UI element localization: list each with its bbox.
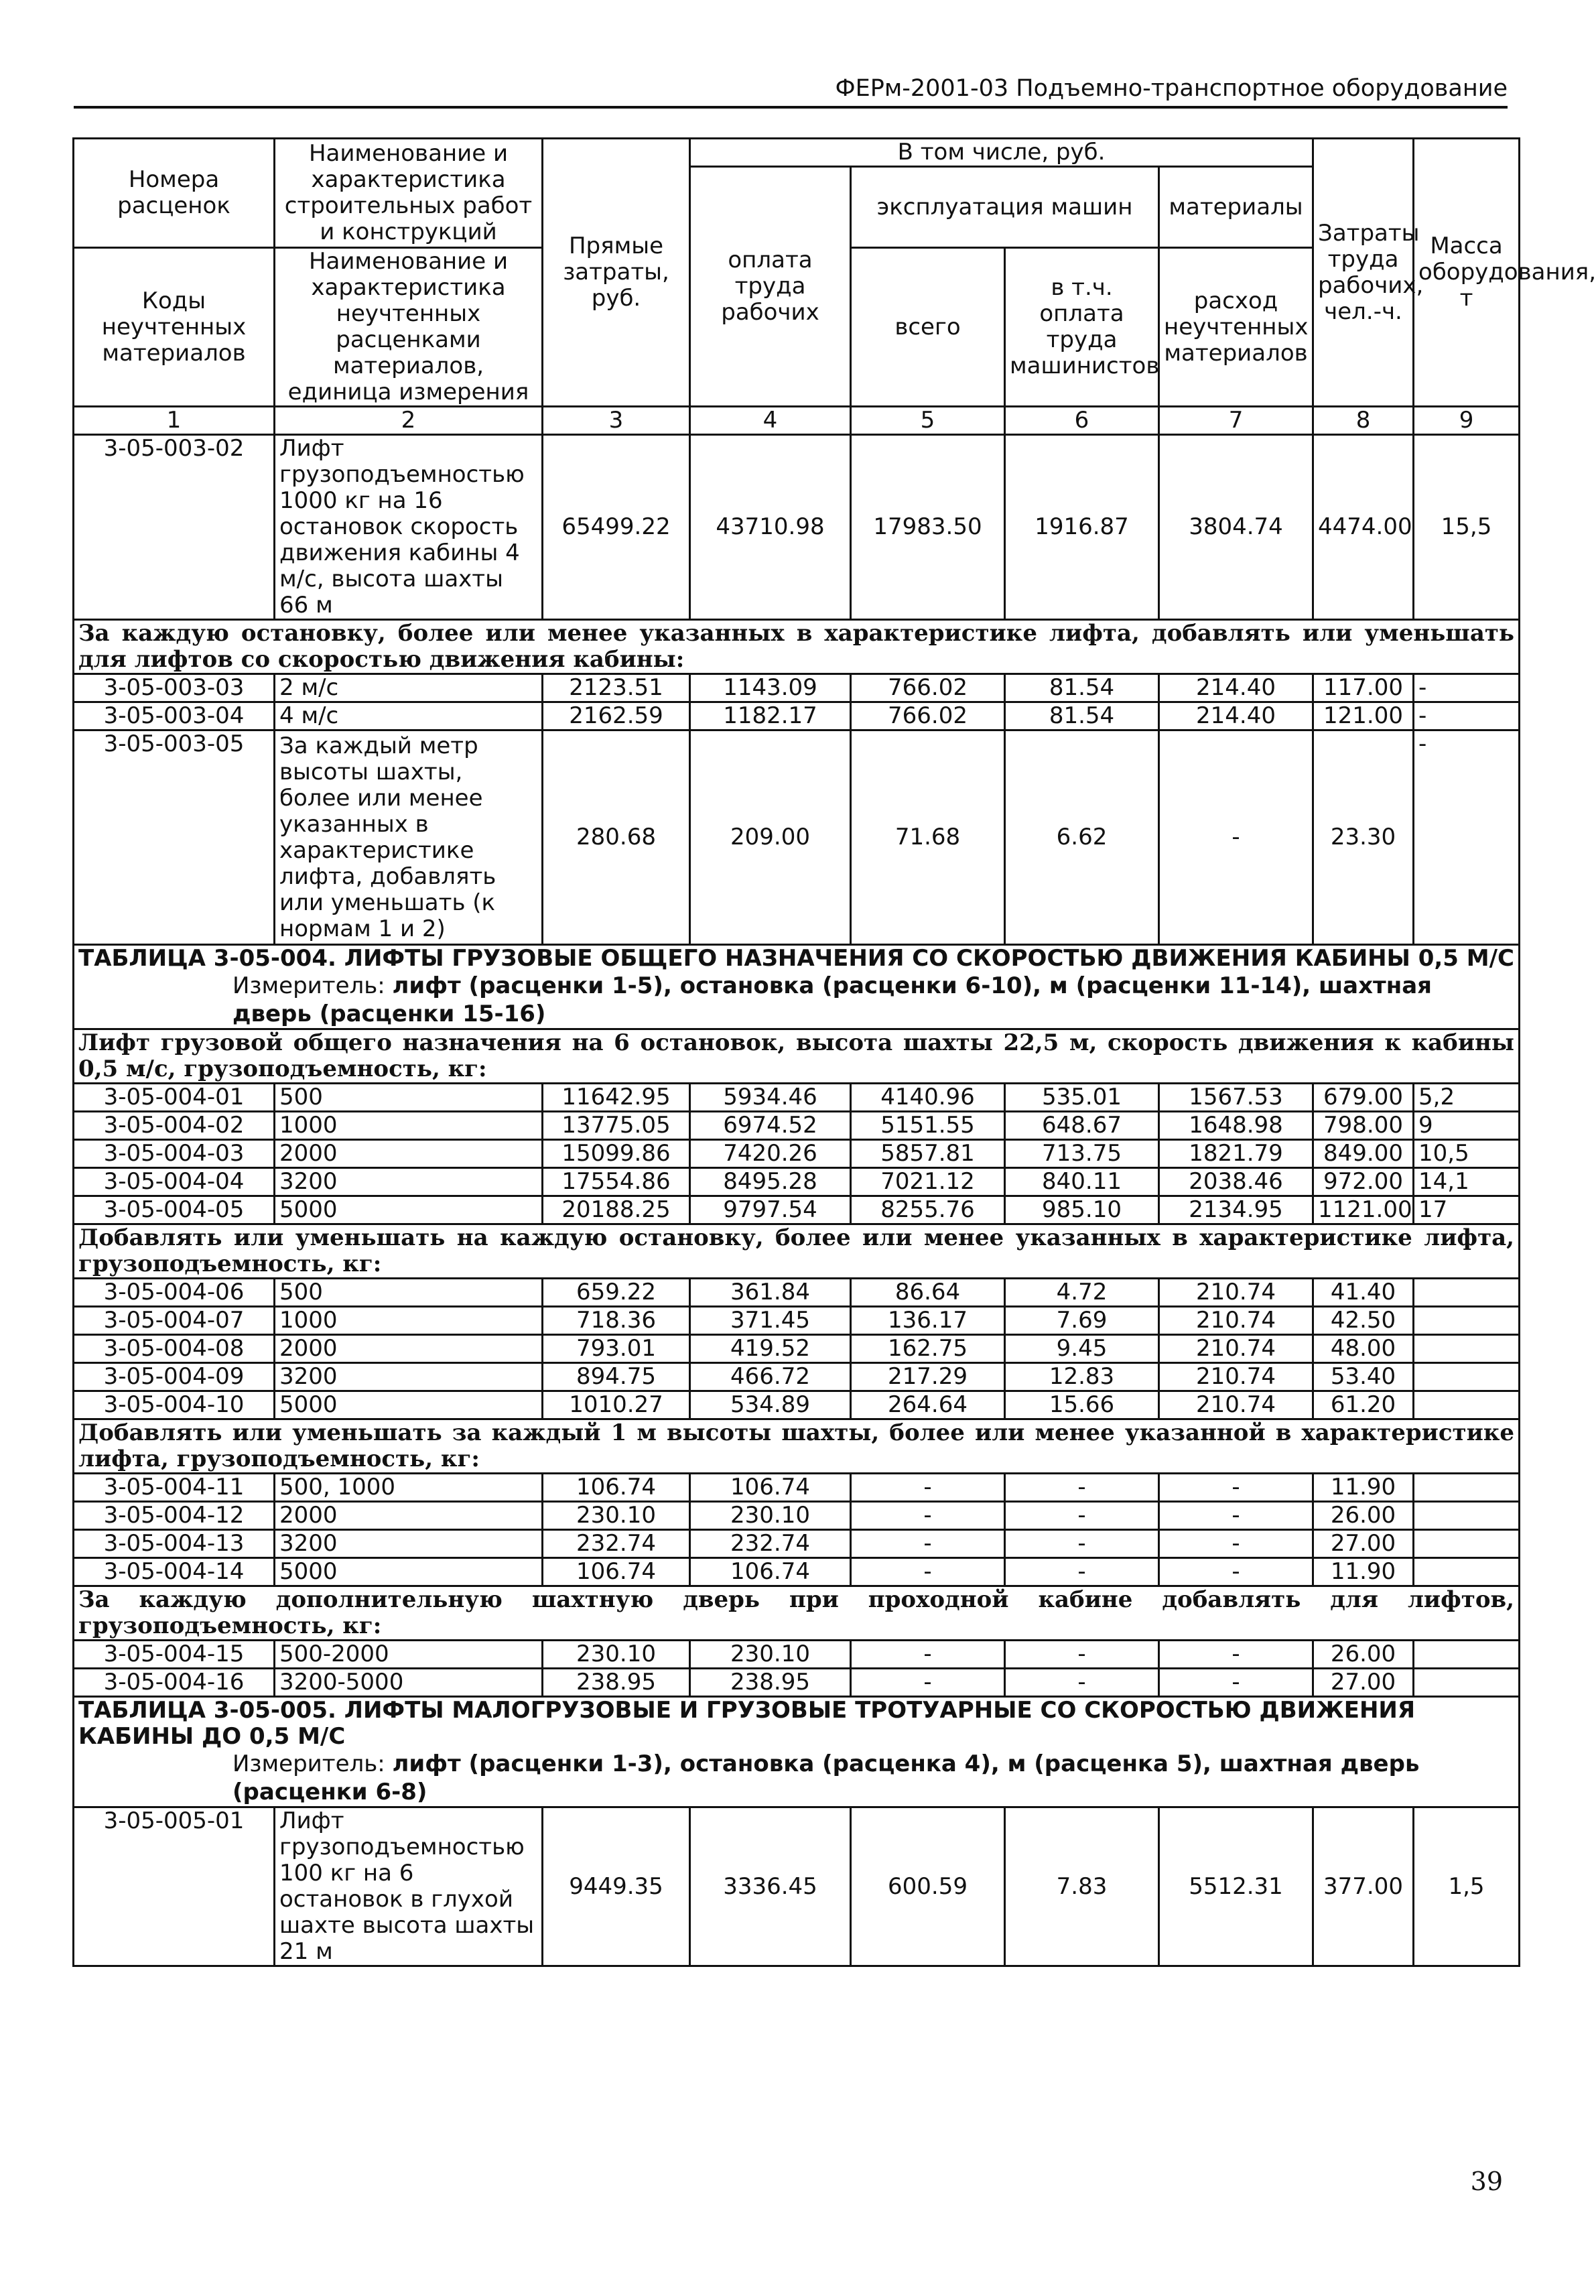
direct-costs: 65499.22 bbox=[543, 435, 690, 620]
materials: 210.74 bbox=[1159, 1279, 1313, 1307]
machinist-pay: 4.72 bbox=[1005, 1279, 1159, 1307]
mass bbox=[1414, 1335, 1520, 1363]
mass bbox=[1414, 1307, 1520, 1335]
col-header-labor-hours: Затраты труда рабочих, чел.-ч. bbox=[1313, 139, 1414, 407]
rate-name: 500-2000 bbox=[275, 1641, 543, 1669]
mass bbox=[1414, 1641, 1520, 1669]
mass: 14,1 bbox=[1414, 1168, 1520, 1196]
labor-pay: 106.74 bbox=[690, 1558, 851, 1586]
machinist-pay: - bbox=[1005, 1530, 1159, 1558]
rate-code: 3-05-004-04 bbox=[74, 1168, 275, 1196]
table-005-title-block bbox=[74, 1697, 1520, 1807]
table-row bbox=[74, 1641, 1520, 1669]
rate-code: 3-05-004-16 bbox=[74, 1669, 275, 1697]
labor-hours: 1121.00 bbox=[1313, 1196, 1414, 1224]
table-row bbox=[74, 1530, 1520, 1558]
machinist-pay: - bbox=[1005, 1558, 1159, 1586]
col-header-unaccounted: расход неучтенных материалов bbox=[1159, 248, 1313, 407]
materials: 2134.95 bbox=[1159, 1196, 1313, 1224]
col-header-total: всего bbox=[851, 248, 1005, 407]
col-header-mass: Масса оборудования, т bbox=[1414, 139, 1520, 407]
materials: 210.74 bbox=[1159, 1363, 1313, 1391]
rate-name: 2000 bbox=[275, 1335, 543, 1363]
rate-name: 500 bbox=[275, 1279, 543, 1307]
section-heading: Лифт грузовой общего назначения на 6 остановок, высота шахты 22,5 м, скорость движения к кабины 0,5 м/с, грузоподъемность, кг: bbox=[74, 1029, 1520, 1084]
machines-total: - bbox=[851, 1641, 1005, 1669]
materials: - bbox=[1159, 1474, 1313, 1502]
col-number: 5 bbox=[851, 407, 1005, 435]
col-number: 3 bbox=[543, 407, 690, 435]
labor-pay: 43710.98 bbox=[690, 435, 851, 620]
machinist-pay: - bbox=[1005, 1474, 1159, 1502]
labor-hours: 27.00 bbox=[1313, 1530, 1414, 1558]
machines-total: 217.29 bbox=[851, 1363, 1005, 1391]
table-row bbox=[74, 1474, 1520, 1502]
rate-name: Лифт грузоподъемностью 1000 кг на 16 остановок скорость движения кабины 4 м/с, высота шахты 66 м bbox=[275, 435, 543, 620]
materials: - bbox=[1159, 730, 1313, 945]
col-header-work-name: Наименование и характеристика строительных работ и конструкций bbox=[275, 139, 543, 248]
direct-costs: 659.22 bbox=[543, 1279, 690, 1307]
rate-code: 3-05-004-13 bbox=[74, 1530, 275, 1558]
machinist-pay: 713.75 bbox=[1005, 1140, 1159, 1168]
table-row bbox=[74, 435, 1520, 620]
machinist-pay: 1916.87 bbox=[1005, 435, 1159, 620]
mass: 17 bbox=[1414, 1196, 1520, 1224]
machines-total: - bbox=[851, 1530, 1005, 1558]
direct-costs: 230.10 bbox=[543, 1641, 690, 1669]
rate-name: 2 м/с bbox=[275, 674, 543, 702]
labor-pay: 9797.54 bbox=[690, 1196, 851, 1224]
materials: 2038.46 bbox=[1159, 1168, 1313, 1196]
rate-name: За каждый метр высоты шахты, более или менее указанных в характеристике лифта, добавлять или уменьшать (к нормам 1 и 2) bbox=[275, 730, 543, 945]
machines-total: - bbox=[851, 1669, 1005, 1697]
table-row bbox=[74, 730, 1520, 945]
table-row bbox=[74, 1363, 1520, 1391]
table-row bbox=[74, 1168, 1520, 1196]
labor-hours: 117.00 bbox=[1313, 674, 1414, 702]
rate-name: 3200 bbox=[275, 1168, 543, 1196]
rate-code: 3-05-004-15 bbox=[74, 1641, 275, 1669]
rate-code: 3-05-004-10 bbox=[74, 1391, 275, 1419]
rate-code: 3-05-004-03 bbox=[74, 1140, 275, 1168]
rate-code: 3-05-005-01 bbox=[74, 1807, 275, 1966]
machines-total: - bbox=[851, 1474, 1005, 1502]
labor-pay: 466.72 bbox=[690, 1363, 851, 1391]
mass bbox=[1414, 1279, 1520, 1307]
machines-total: 17983.50 bbox=[851, 435, 1005, 620]
labor-pay: 238.95 bbox=[690, 1669, 851, 1697]
materials: 1821.79 bbox=[1159, 1140, 1313, 1168]
rate-name: 1000 bbox=[275, 1112, 543, 1140]
labor-pay: 361.84 bbox=[690, 1279, 851, 1307]
labor-hours: 849.00 bbox=[1313, 1140, 1414, 1168]
direct-costs: 238.95 bbox=[543, 1669, 690, 1697]
rates-table bbox=[72, 137, 1596, 1967]
rate-code: 3-05-004-08 bbox=[74, 1335, 275, 1363]
materials: - bbox=[1159, 1502, 1313, 1530]
table-row bbox=[74, 702, 1520, 730]
mass bbox=[1414, 1502, 1520, 1530]
machinist-pay: 7.69 bbox=[1005, 1307, 1159, 1335]
machines-total: 5857.81 bbox=[851, 1140, 1005, 1168]
machinist-pay: 7.83 bbox=[1005, 1807, 1159, 1966]
direct-costs: 2162.59 bbox=[543, 702, 690, 730]
measure-text: лифт (расценки 1-5), остановка (расценки 6-10), м (расценки 11-14), шахтная дверь (расценки 15-16) bbox=[232, 972, 1433, 1027]
labor-hours: 27.00 bbox=[1313, 1669, 1414, 1697]
table-row bbox=[74, 1084, 1520, 1112]
table-row bbox=[74, 1112, 1520, 1140]
labor-pay: 106.74 bbox=[690, 1474, 851, 1502]
mass: 1,5 bbox=[1414, 1807, 1520, 1966]
rate-code: 3-05-003-02 bbox=[74, 435, 275, 620]
mass bbox=[1414, 1391, 1520, 1419]
rate-code: 3-05-004-02 bbox=[74, 1112, 275, 1140]
machines-total: 600.59 bbox=[851, 1807, 1005, 1966]
materials: 210.74 bbox=[1159, 1307, 1313, 1335]
table-row bbox=[74, 1279, 1520, 1307]
machinist-pay: 81.54 bbox=[1005, 674, 1159, 702]
materials: 1567.53 bbox=[1159, 1084, 1313, 1112]
machinist-pay: 81.54 bbox=[1005, 702, 1159, 730]
section-heading: За каждую остановку, более или менее указанных в характеристике лифта, добавлять или уменьшать для лифтов со скоростью движения кабины: bbox=[74, 620, 1520, 674]
mass: 15,5 bbox=[1414, 435, 1520, 620]
measure-label: Измеритель: bbox=[232, 972, 385, 999]
machines-total: 162.75 bbox=[851, 1335, 1005, 1363]
rate-name: 4 м/с bbox=[275, 702, 543, 730]
labor-hours: 798.00 bbox=[1313, 1112, 1414, 1140]
machines-total: 136.17 bbox=[851, 1307, 1005, 1335]
col-number: 4 bbox=[690, 407, 851, 435]
labor-hours: 121.00 bbox=[1313, 702, 1414, 730]
rate-name: 500 bbox=[275, 1084, 543, 1112]
rate-name: 5000 bbox=[275, 1558, 543, 1586]
machines-total: 766.02 bbox=[851, 674, 1005, 702]
table-row bbox=[74, 1307, 1520, 1335]
mass: - bbox=[1414, 730, 1520, 945]
direct-costs: 13775.05 bbox=[543, 1112, 690, 1140]
direct-costs: 106.74 bbox=[543, 1474, 690, 1502]
table-row bbox=[74, 1335, 1520, 1363]
direct-costs: 280.68 bbox=[543, 730, 690, 945]
machinist-pay: 840.11 bbox=[1005, 1168, 1159, 1196]
col-header-machines: эксплуатация машин bbox=[851, 167, 1159, 248]
machinist-pay: 648.67 bbox=[1005, 1112, 1159, 1140]
labor-pay: 230.10 bbox=[690, 1502, 851, 1530]
labor-hours: 42.50 bbox=[1313, 1307, 1414, 1335]
rate-name: 500, 1000 bbox=[275, 1474, 543, 1502]
col-number: 9 bbox=[1414, 407, 1520, 435]
measure-label: Измеритель: bbox=[232, 1750, 385, 1777]
machines-total: - bbox=[851, 1558, 1005, 1586]
machines-total: 264.64 bbox=[851, 1391, 1005, 1419]
materials: 5512.31 bbox=[1159, 1807, 1313, 1966]
column-numbers-row bbox=[74, 407, 1520, 435]
machines-total: 4140.96 bbox=[851, 1084, 1005, 1112]
rate-code: 3-05-004-06 bbox=[74, 1279, 275, 1307]
table-004-title: ТАБЛИЦА 3-05-004. ЛИФТЫ ГРУЗОВЫЕ ОБЩЕГО НАЗНАЧЕНИЯ СО СКОРОСТЬЮ ДВИЖЕНИЯ КАБИНЫ 0,5 М/С bbox=[78, 945, 1514, 972]
direct-costs: 2123.51 bbox=[543, 674, 690, 702]
page-number: 39 bbox=[1470, 2167, 1503, 2196]
direct-costs: 106.74 bbox=[543, 1558, 690, 1586]
labor-hours: 377.00 bbox=[1313, 1807, 1414, 1966]
mass bbox=[1414, 1363, 1520, 1391]
table-row bbox=[74, 1502, 1520, 1530]
rate-code: 3-05-004-09 bbox=[74, 1363, 275, 1391]
table-row bbox=[74, 1807, 1520, 1966]
table-row bbox=[74, 674, 1520, 702]
machines-total: 7021.12 bbox=[851, 1168, 1005, 1196]
materials: - bbox=[1159, 1669, 1313, 1697]
mass bbox=[1414, 1669, 1520, 1697]
measure-text: лифт (расценки 1-3), остановка (расценка 4), м (расценка 5), шахтная дверь (расценки 6-8) bbox=[232, 1750, 1420, 1805]
labor-pay: 6974.52 bbox=[690, 1112, 851, 1140]
labor-hours: 679.00 bbox=[1313, 1084, 1414, 1112]
rate-code: 3-05-004-11 bbox=[74, 1474, 275, 1502]
table-row bbox=[74, 1391, 1520, 1419]
direct-costs: 15099.86 bbox=[543, 1140, 690, 1168]
direct-costs: 11642.95 bbox=[543, 1084, 690, 1112]
table-004-title-block bbox=[74, 945, 1520, 1029]
rate-name: 3200-5000 bbox=[275, 1669, 543, 1697]
machines-total: 86.64 bbox=[851, 1279, 1005, 1307]
rate-name: 1000 bbox=[275, 1307, 543, 1335]
labor-hours: 41.40 bbox=[1313, 1279, 1414, 1307]
mass bbox=[1414, 1558, 1520, 1586]
labor-pay: 230.10 bbox=[690, 1641, 851, 1669]
running-header: ФЕРм-2001-03 Подъемно-транспортное оборудование bbox=[74, 75, 1508, 109]
table-row bbox=[74, 1669, 1520, 1697]
direct-costs: 9449.35 bbox=[543, 1807, 690, 1966]
materials: 214.40 bbox=[1159, 674, 1313, 702]
labor-hours: 53.40 bbox=[1313, 1363, 1414, 1391]
col-number: 7 bbox=[1159, 407, 1313, 435]
col-number: 2 bbox=[275, 407, 543, 435]
rate-name: 2000 bbox=[275, 1140, 543, 1168]
materials: - bbox=[1159, 1530, 1313, 1558]
rate-code: 3-05-004-07 bbox=[74, 1307, 275, 1335]
mass: - bbox=[1414, 702, 1520, 730]
table-005-measure bbox=[78, 1750, 1514, 1806]
materials: 214.40 bbox=[1159, 702, 1313, 730]
mass: - bbox=[1414, 674, 1520, 702]
direct-costs: 17554.86 bbox=[543, 1168, 690, 1196]
machinist-pay: - bbox=[1005, 1669, 1159, 1697]
mass: 9 bbox=[1414, 1112, 1520, 1140]
machinist-pay: - bbox=[1005, 1641, 1159, 1669]
direct-costs: 20188.25 bbox=[543, 1196, 690, 1224]
labor-pay: 1143.09 bbox=[690, 674, 851, 702]
labor-pay: 232.74 bbox=[690, 1530, 851, 1558]
direct-costs: 718.36 bbox=[543, 1307, 690, 1335]
col-header-including: В том числе, руб. bbox=[690, 139, 1313, 167]
col-header-machinist-pay: в т.ч. оплата труда машинистов bbox=[1005, 248, 1159, 407]
labor-hours: 972.00 bbox=[1313, 1168, 1414, 1196]
rate-code: 3-05-003-05 bbox=[74, 730, 275, 945]
labor-pay: 8495.28 bbox=[690, 1168, 851, 1196]
labor-pay: 419.52 bbox=[690, 1335, 851, 1363]
machinist-pay: 535.01 bbox=[1005, 1084, 1159, 1112]
rate-name: Лифт грузоподъемностью 100 кг на 6 остановок в глухой шахте высота шахты 21 м bbox=[275, 1807, 543, 1966]
machines-total: 8255.76 bbox=[851, 1196, 1005, 1224]
rate-name: 3200 bbox=[275, 1530, 543, 1558]
direct-costs: 894.75 bbox=[543, 1363, 690, 1391]
materials: 210.74 bbox=[1159, 1335, 1313, 1363]
col-header-rate-numbers: Номера расценок bbox=[74, 139, 275, 248]
labor-pay: 5934.46 bbox=[690, 1084, 851, 1112]
machines-total: - bbox=[851, 1502, 1005, 1530]
col-header-labor-pay: оплата труда рабочих bbox=[690, 167, 851, 407]
labor-pay: 209.00 bbox=[690, 730, 851, 945]
labor-hours: 48.00 bbox=[1313, 1335, 1414, 1363]
labor-hours: 26.00 bbox=[1313, 1641, 1414, 1669]
table-004-measure bbox=[78, 972, 1514, 1028]
labor-pay: 7420.26 bbox=[690, 1140, 851, 1168]
materials: - bbox=[1159, 1558, 1313, 1586]
section-heading: Добавлять или уменьшать на каждую остановку, более или менее указанных в характеристике лифта, грузоподъемность, кг: bbox=[74, 1224, 1520, 1279]
col-header-material-codes: Коды неучтенных материалов bbox=[74, 248, 275, 407]
machines-total: 5151.55 bbox=[851, 1112, 1005, 1140]
labor-pay: 3336.45 bbox=[690, 1807, 851, 1966]
materials: 1648.98 bbox=[1159, 1112, 1313, 1140]
machinist-pay: 6.62 bbox=[1005, 730, 1159, 945]
rate-code: 3-05-003-03 bbox=[74, 674, 275, 702]
rate-code: 3-05-004-14 bbox=[74, 1558, 275, 1586]
table-row bbox=[74, 1558, 1520, 1586]
machinist-pay: - bbox=[1005, 1502, 1159, 1530]
labor-hours: 11.90 bbox=[1313, 1558, 1414, 1586]
section-heading: Добавлять или уменьшать за каждый 1 м высоты шахты, более или менее указанной в характеристике лифта, грузоподъемность, кг: bbox=[74, 1419, 1520, 1474]
machinist-pay: 12.83 bbox=[1005, 1363, 1159, 1391]
mass: 10,5 bbox=[1414, 1140, 1520, 1168]
rate-name: 3200 bbox=[275, 1363, 543, 1391]
labor-hours: 23.30 bbox=[1313, 730, 1414, 945]
rate-name: 2000 bbox=[275, 1502, 543, 1530]
materials: 3804.74 bbox=[1159, 435, 1313, 620]
machines-total: 71.68 bbox=[851, 730, 1005, 945]
materials: - bbox=[1159, 1641, 1313, 1669]
machinist-pay: 9.45 bbox=[1005, 1335, 1159, 1363]
direct-costs: 1010.27 bbox=[543, 1391, 690, 1419]
labor-pay: 1182.17 bbox=[690, 702, 851, 730]
machinist-pay: 985.10 bbox=[1005, 1196, 1159, 1224]
direct-costs: 232.74 bbox=[543, 1530, 690, 1558]
rate-code: 3-05-004-12 bbox=[74, 1502, 275, 1530]
rate-code: 3-05-003-04 bbox=[74, 702, 275, 730]
rate-name: 5000 bbox=[275, 1196, 543, 1224]
labor-hours: 4474.00 bbox=[1313, 435, 1414, 620]
section-heading: За каждую дополнительную шахтную дверь при проходной кабине добавлять для лифтов, грузоподъемность, кг: bbox=[74, 1586, 1520, 1641]
col-header-materials: материалы bbox=[1159, 167, 1313, 248]
col-number: 1 bbox=[74, 407, 275, 435]
materials: 210.74 bbox=[1159, 1391, 1313, 1419]
labor-hours: 61.20 bbox=[1313, 1391, 1414, 1419]
machinist-pay: 15.66 bbox=[1005, 1391, 1159, 1419]
rate-name: 5000 bbox=[275, 1391, 543, 1419]
table-row bbox=[74, 1140, 1520, 1168]
mass bbox=[1414, 1530, 1520, 1558]
direct-costs: 793.01 bbox=[543, 1335, 690, 1363]
table-row bbox=[74, 1196, 1520, 1224]
col-number: 6 bbox=[1005, 407, 1159, 435]
rate-code: 3-05-004-01 bbox=[74, 1084, 275, 1112]
mass: 5,2 bbox=[1414, 1084, 1520, 1112]
labor-pay: 534.89 bbox=[690, 1391, 851, 1419]
labor-hours: 26.00 bbox=[1313, 1502, 1414, 1530]
table-005-title: ТАБЛИЦА 3-05-005. ЛИФТЫ МАЛОГРУЗОВЫЕ И ГРУЗОВЫЕ ТРОТУАРНЫЕ СО СКОРОСТЬЮ ДВИЖЕНИЯ КАБИНЫ ДО 0,5 М/С bbox=[78, 1697, 1416, 1750]
machines-total: 766.02 bbox=[851, 702, 1005, 730]
mass bbox=[1414, 1474, 1520, 1502]
col-number: 8 bbox=[1313, 407, 1414, 435]
labor-hours: 11.90 bbox=[1313, 1474, 1414, 1502]
col-header-direct-costs: Прямые затраты, руб. bbox=[543, 139, 690, 407]
direct-costs: 230.10 bbox=[543, 1502, 690, 1530]
rate-code: 3-05-004-05 bbox=[74, 1196, 275, 1224]
labor-pay: 371.45 bbox=[690, 1307, 851, 1335]
col-header-material-name: Наименование и характеристика неучтенных расценками материалов, единица измерения bbox=[275, 248, 543, 407]
